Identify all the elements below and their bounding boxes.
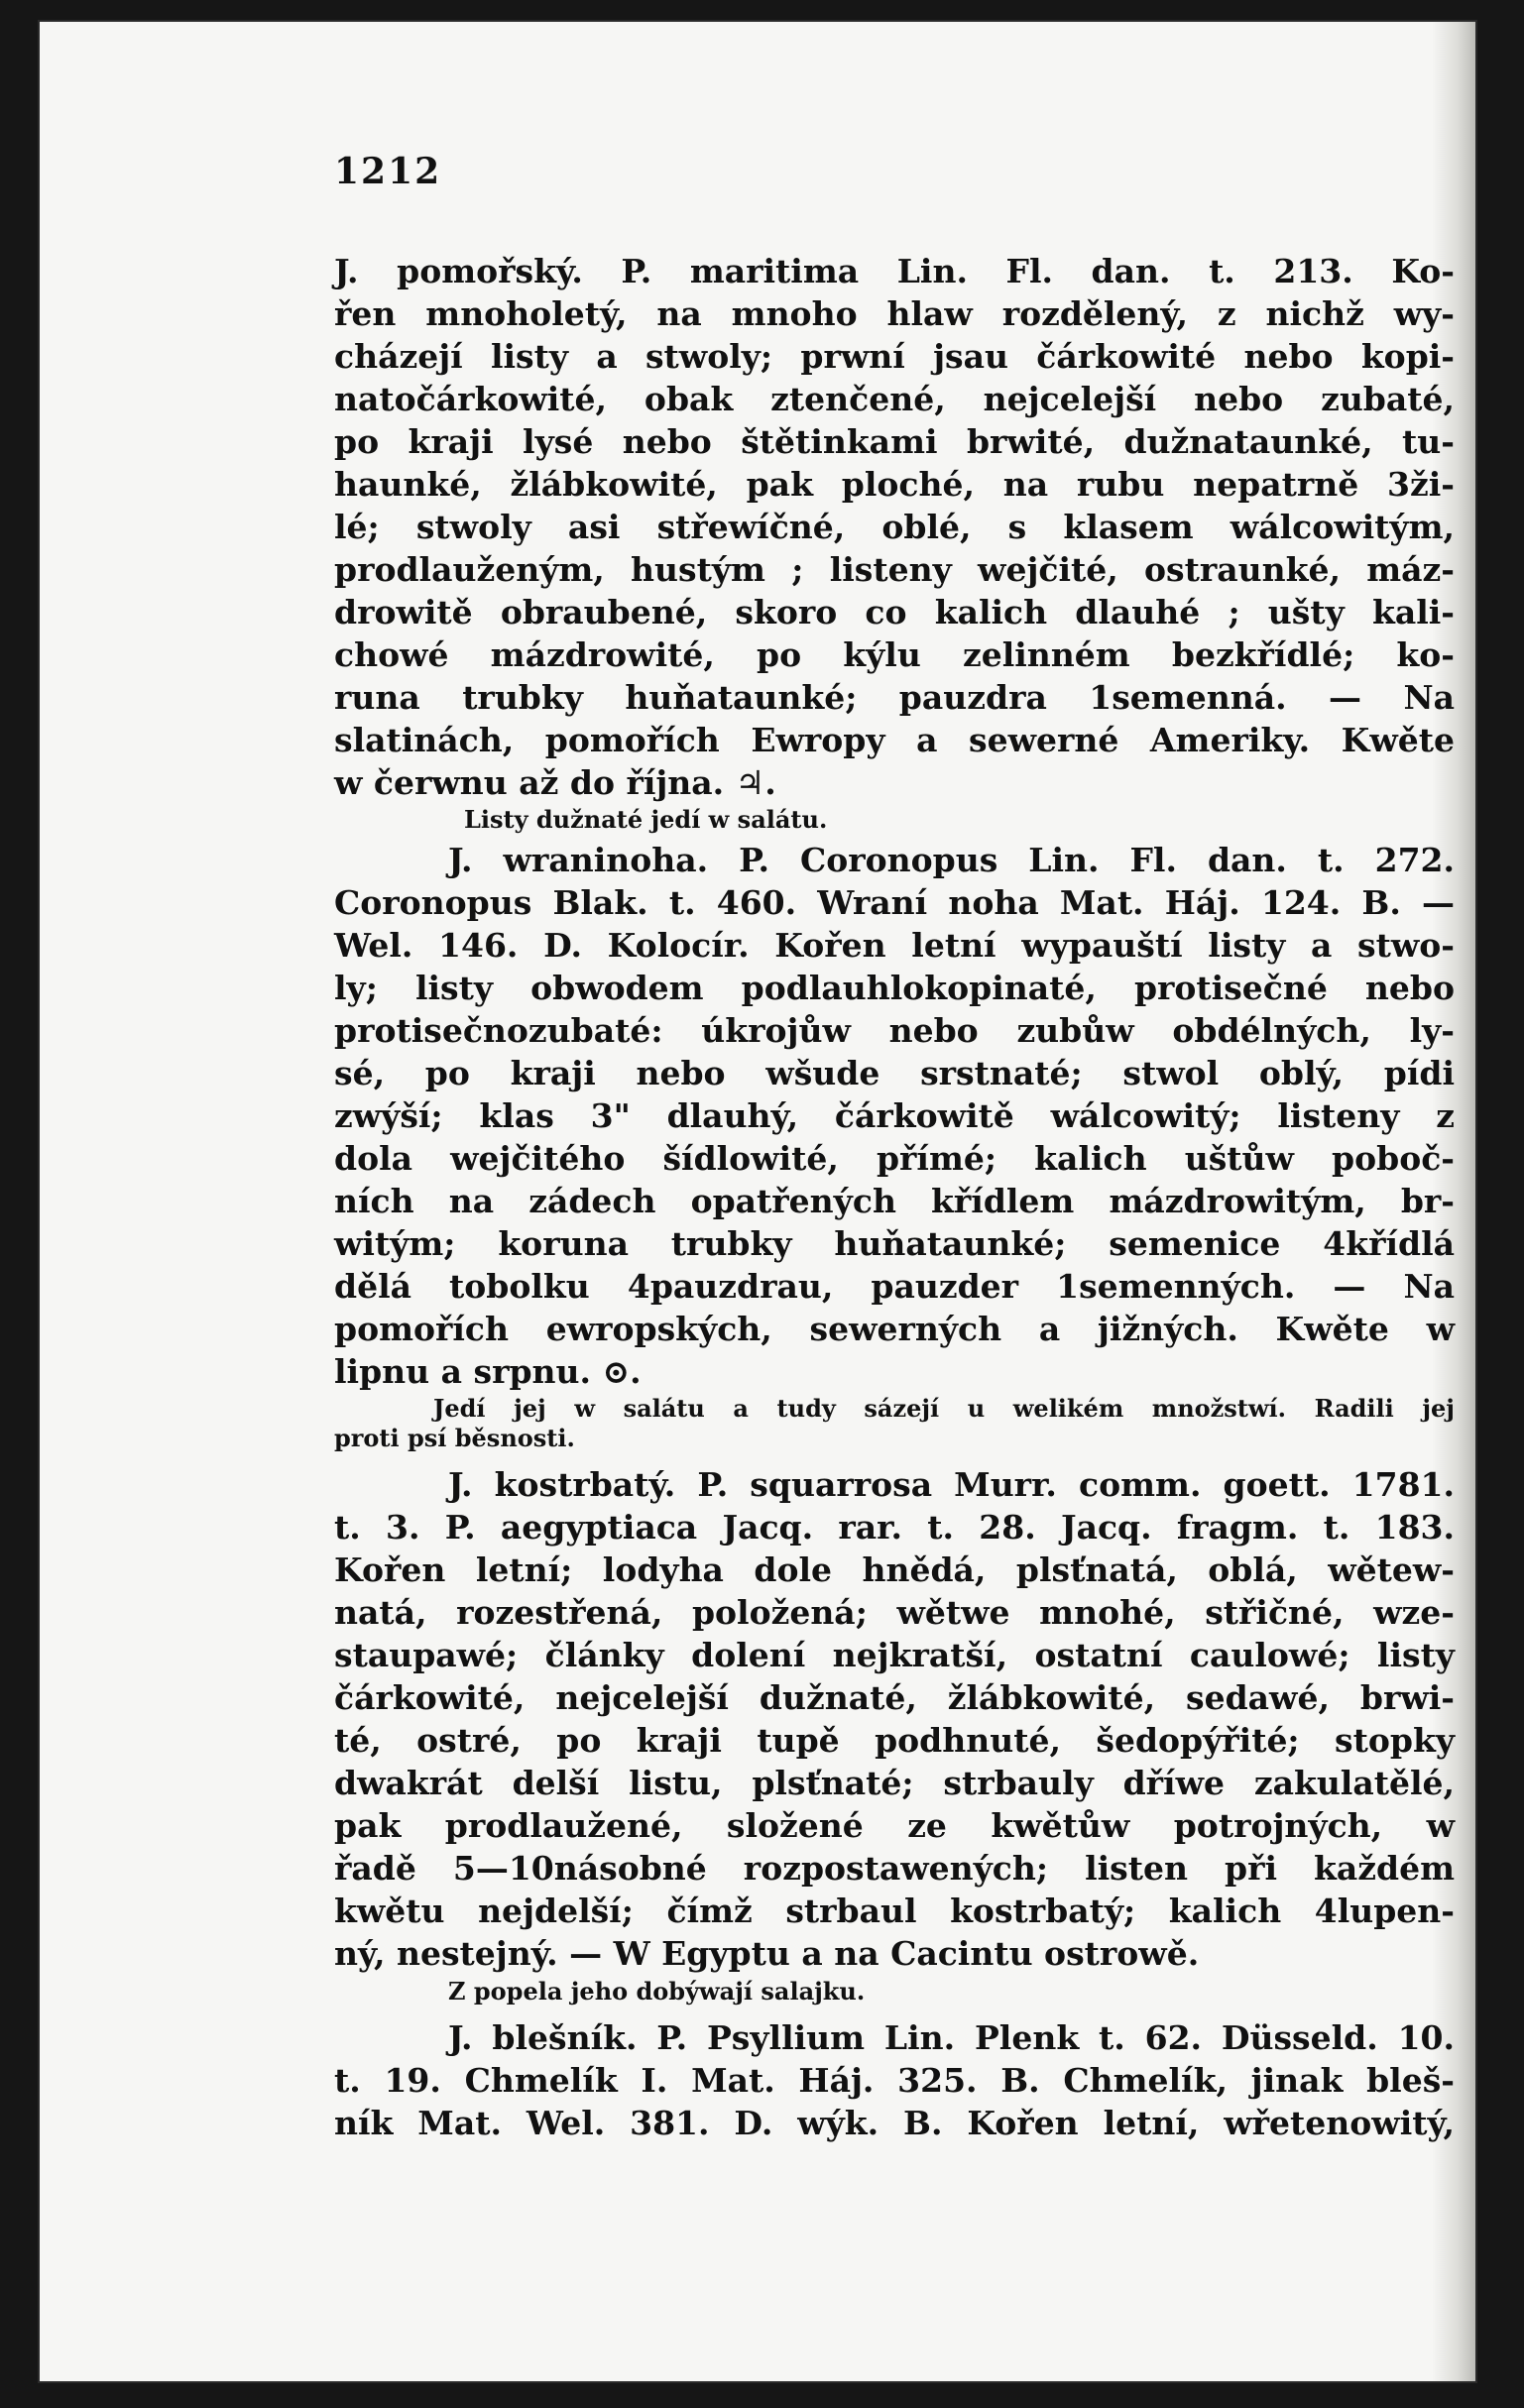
text-line: pomořích ewropských, sewerných a jižných. Kwěte w bbox=[334, 1310, 1455, 1348]
text-line: natá, rozestřená, položená; wětwe mnohé, střičné, wze- bbox=[334, 1593, 1455, 1632]
text-line: haunké, žlábkowité, pak ploché, na rubu nepatrně 3ži- bbox=[334, 465, 1455, 504]
text-line: drowitě obraubené, skoro co kalich dlauhé ; ušty kali- bbox=[334, 593, 1455, 631]
text-line: slatinách, pomořích Ewropy a sewerné Ameriky. Kwěte bbox=[334, 721, 1455, 759]
text-line: kwětu nejdelší; čímž strbaul kostrbatý; kalich 4lupen- bbox=[334, 1892, 1455, 1930]
text-line: Coronopus Blak. t. 460. Wraní noha Mat. Háj. 124. B. — bbox=[334, 883, 1455, 922]
text-line: cházejí listy a stwoly; prwní jsau čárkowité nebo kopi- bbox=[334, 337, 1455, 376]
text-line: runa trubky huňataunké; pauzdra 1semenná. — Na bbox=[334, 678, 1455, 717]
text-line: J. blešník. P. Psyllium Lin. Plenk t. 62. Düsseld. 10. bbox=[448, 2018, 1455, 2057]
text-line: J. wraninoha. P. Coronopus Lin. Fl. dan. t. 272. bbox=[448, 841, 1455, 879]
text-line: dwakrát delší listu, plsťnaté; strbauly dříwe zakulatělé, bbox=[334, 1764, 1455, 1802]
note-line: proti psí běsnosti. bbox=[334, 1424, 575, 1452]
text-line: Kořen letní; lodyha dole hnědá, plsťnatá, oblá, wětew- bbox=[334, 1550, 1455, 1589]
page-number: 1212 bbox=[334, 151, 442, 192]
text-line: prodlauženým, hustým ; listeny wejčité, ostraunké, máz- bbox=[334, 550, 1455, 589]
text-line: t. 3. P. aegyptiaca Jacq. rar. t. 28. Jacq. fragm. t. 183. bbox=[334, 1508, 1455, 1547]
text-line: chowé mázdrowité, po kýlu zelinném bezkřídlé; ko- bbox=[334, 635, 1455, 674]
text-line: po kraji lysé nebo štětinkami brwité, dužnataunké, tu- bbox=[334, 422, 1455, 461]
text-line: staupawé; články dolení nejkratší, ostatní caulowé; listy bbox=[334, 1636, 1455, 1674]
text-line: řadě 5—10násobné rozpostawených; listen při každém bbox=[334, 1849, 1455, 1888]
book-page bbox=[40, 22, 1475, 2381]
note-line: Listy dužnaté jedí w salátu. bbox=[464, 805, 828, 834]
text-line: lé; stwoly asi střewíčné, oblé, s klasem wálcowitým, bbox=[334, 508, 1455, 546]
text-line: protisečnozubaté: úkrojůw nebo zubůw obdélných, ly- bbox=[334, 1011, 1455, 1050]
text-line: té, ostré, po kraji tupě podhnuté, šedopýřité; stopky bbox=[334, 1721, 1455, 1760]
text-line: lipnu a srpnu. ⊙. bbox=[334, 1352, 642, 1391]
text-line: J. pomořský. P. maritima Lin. Fl. dan. t. 213. Ko- bbox=[334, 252, 1455, 290]
text-line: sé, po kraji nebo wšude srstnaté; stwol oblý, pídi bbox=[334, 1054, 1455, 1092]
text-line: zwýší; klas 3" dlauhý, čárkowitě wálcowitý; listeny z bbox=[334, 1096, 1455, 1135]
note-line: Z popela jeho dobýwají salajku. bbox=[448, 1977, 866, 2006]
text-line: natočárkowité, obak ztenčené, nejcelejší nebo zubaté, bbox=[334, 380, 1455, 418]
text-line: w čerwnu až do října. ♃. bbox=[334, 763, 776, 802]
text-line: dělá tobolku 4pauzdrau, pauzder 1semenných. — Na bbox=[334, 1267, 1455, 1306]
text-line: ný, nestejný. — W Egyptu a na Cacintu ostrowě. bbox=[334, 1934, 1200, 1973]
text-line: witým; koruna trubky huňataunké; semenice 4křídlá bbox=[334, 1224, 1455, 1263]
text-line: ních na zádech opatřených křídlem mázdrowitým, br- bbox=[334, 1182, 1455, 1220]
text-line: čárkowité, nejcelejší dužnaté, žlábkowité, sedawé, brwi- bbox=[334, 1678, 1455, 1717]
text-line: t. 19. Chmelík I. Mat. Háj. 325. B. Chmelík, jinak bleš- bbox=[334, 2061, 1455, 2100]
text-line: J. kostrbatý. P. squarrosa Murr. comm. goett. 1781. bbox=[448, 1465, 1455, 1504]
text-line: pak prodlaužené, složené ze kwětůw potrojných, w bbox=[334, 1806, 1455, 1845]
text-line: Wel. 146. D. Kolocír. Kořen letní wypauští listy a stwo- bbox=[334, 926, 1455, 965]
text-line: ník Mat. Wel. 381. D. wýk. B. Kořen letní, wřetenowitý, bbox=[334, 2104, 1455, 2142]
text-line: dola wejčitého šídlowité, přímé; kalich uštůw poboč- bbox=[334, 1139, 1455, 1178]
note-line: Jedí jej w salátu a tudy sázejí u welikém množstwí. Radili jej bbox=[433, 1394, 1455, 1423]
text-line: řen mnoholetý, na mnoho hlaw rozdělený, z nichž wy- bbox=[334, 294, 1455, 333]
text-line: ly; listy obwodem podlauhlokopinaté, protisečné nebo bbox=[334, 969, 1455, 1007]
